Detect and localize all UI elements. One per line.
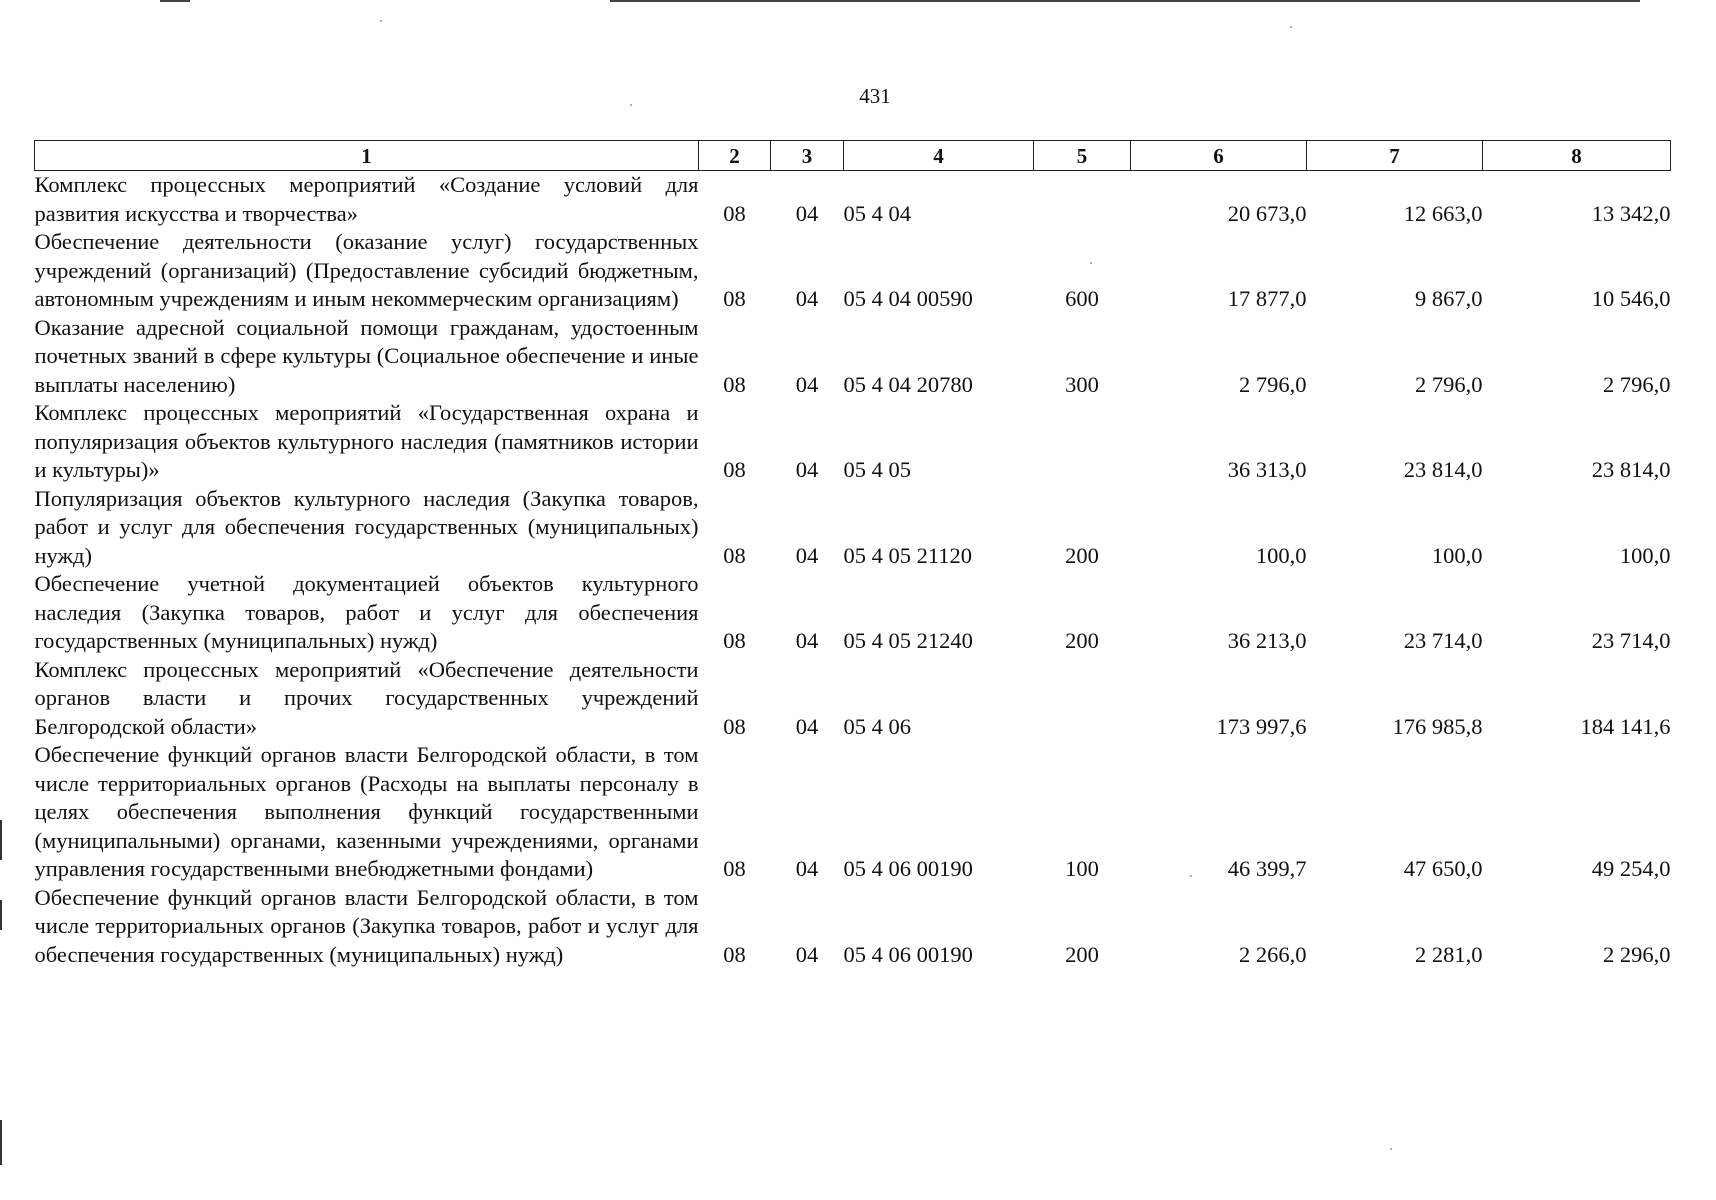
- column-header: 6: [1131, 141, 1307, 171]
- scan-edge-line: [610, 0, 1640, 2]
- table-row: [35, 485, 1671, 571]
- amount-cell-year1: 2 796,0: [1239, 371, 1307, 397]
- amount-cell-year2: 12 663,0: [1403, 200, 1483, 226]
- table-row: [35, 570, 1671, 656]
- subsection-code-cell: 04: [795, 457, 819, 482]
- subsection-code-cell: 04: [795, 542, 819, 568]
- table-header-row: [35, 141, 1671, 171]
- scan-speck: [1390, 1148, 1392, 1150]
- subsection-code-cell: 04: [795, 200, 819, 226]
- column-header: 7: [1307, 141, 1483, 171]
- column-header: 4: [844, 141, 1034, 171]
- table-row: [35, 228, 1671, 314]
- subsection-code-cell: 04: [795, 941, 819, 967]
- amount-cell-year2: 23 714,0: [1403, 628, 1483, 653]
- target-article-cell: 05 4 06 00190: [843, 856, 973, 881]
- amount-cell-year3: 184 141,6: [1580, 713, 1671, 739]
- subsection-code-cell: 04: [795, 286, 819, 311]
- scan-speck: [1290, 26, 1292, 28]
- target-article-cell: 05 4 04 20780: [843, 371, 973, 397]
- amount-cell-year2: 9 867,0: [1415, 286, 1483, 311]
- section-code-cell: 08: [723, 542, 746, 568]
- column-header: 2: [699, 141, 771, 171]
- amount-cell-year1: 2 266,0: [1239, 941, 1307, 967]
- expense-type-cell: 200: [1065, 628, 1099, 653]
- subsection-code-cell: 04: [795, 713, 819, 739]
- expense-name-cell: Комплекс процессных мероприятий «Создание условий для развития искусства и творчества»: [34, 172, 699, 226]
- amount-cell-year2: 47 650,0: [1403, 856, 1483, 881]
- section-code-cell: 08: [723, 200, 746, 226]
- amount-cell-year3: 10 546,0: [1591, 286, 1671, 311]
- table-row: [35, 171, 1671, 229]
- target-article-cell: 05 4 06: [843, 713, 911, 739]
- amount-cell-year3: 23 714,0: [1591, 628, 1671, 653]
- scan-speck: [380, 20, 382, 22]
- subsection-code-cell: 04: [795, 371, 819, 397]
- expense-type-cell: 200: [1065, 941, 1099, 967]
- amount-cell-year2: 23 814,0: [1403, 457, 1483, 482]
- expense-type-cell: [1034, 656, 1131, 742]
- table-body: [35, 171, 1671, 970]
- expense-name-cell: Комплекс процессных мероприятий «Государственная охрана и популяризация объектов культурного наследия (памятников истории и культуры)»: [34, 400, 699, 482]
- amount-cell-year1: 20 673,0: [1227, 200, 1307, 226]
- expense-name-cell: Оказание адресной социальной помощи гражданам, удостоенным почетных званий в сфере культуры (Социальное обеспечение и иные выплаты населению): [34, 314, 699, 397]
- expense-name-cell: Обеспечение функций органов власти Белгородской области, в том числе территориальных органов (Закупка товаров, работ и услуг для обеспечения государственных (муниципальных) нужд): [34, 884, 699, 967]
- expense-name-cell: Обеспечение функций органов власти Белгородской области, в том числе территориальных органов (Расходы на выплаты персоналу в целях обеспечения выполнения функций государственными (муниципальными) органами, казенными учреждениями, органами управления государственными внебюджетными фондами): [34, 742, 699, 881]
- amount-cell-year2: 2 796,0: [1415, 371, 1483, 397]
- page-number: 431: [859, 84, 891, 108]
- section-code-cell: 08: [723, 457, 746, 482]
- amount-cell-year1: 36 313,0: [1227, 457, 1307, 482]
- amount-cell-year1: 17 877,0: [1227, 286, 1307, 311]
- scan-margin-mark: [0, 900, 2, 930]
- subsection-code-cell: 04: [795, 856, 819, 881]
- section-code-cell: 08: [723, 856, 746, 881]
- expense-name-cell: Популяризация объектов культурного наследия (Закупка товаров, работ и услуг для обеспечения государственных (муниципальных) нужд): [34, 485, 699, 568]
- table-row: [35, 884, 1671, 970]
- amount-cell-year1: 173 997,6: [1216, 713, 1307, 739]
- expense-name-cell: Обеспечение учетной документацией объектов культурного наследия (Закупка товаров, работ и услуг для обеспечения государственных (муниципальных) нужд): [34, 571, 699, 653]
- amount-cell-year3: 100,0: [1619, 542, 1671, 568]
- table-row: [35, 399, 1671, 485]
- table-row: [35, 656, 1671, 742]
- table-row: [35, 314, 1671, 400]
- expense-type-cell: [1034, 171, 1131, 229]
- expense-type-cell: 100: [1065, 856, 1099, 881]
- amount-cell-year2: 2 281,0: [1415, 941, 1483, 967]
- section-code-cell: 08: [723, 371, 746, 397]
- column-header: 5: [1034, 141, 1131, 171]
- budget-table: [34, 140, 1671, 969]
- target-article-cell: 05 4 05 21240: [843, 628, 973, 653]
- section-code-cell: 08: [723, 713, 746, 739]
- column-header: 1: [35, 141, 699, 171]
- amount-cell-year2: 176 985,8: [1392, 713, 1483, 739]
- target-article-cell: 05 4 05 21120: [843, 542, 973, 568]
- table-row: [35, 741, 1671, 884]
- amount-cell-year3: 2 796,0: [1603, 371, 1671, 397]
- target-article-cell: 05 4 04 00590: [843, 286, 973, 311]
- section-code-cell: 08: [723, 941, 746, 967]
- subsection-code-cell: 04: [795, 628, 819, 653]
- expense-type-cell: [1034, 399, 1131, 485]
- expense-type-cell: 600: [1065, 286, 1099, 311]
- expense-name-cell: Обеспечение деятельности (оказание услуг) государственных учреждений (организаций) (Предоставление субсидий бюджетным, автономным учреждениям и иным некоммерческим организациям): [34, 229, 699, 311]
- section-code-cell: 08: [723, 628, 746, 653]
- column-header: 3: [771, 141, 844, 171]
- target-article-cell: 05 4 05: [843, 457, 911, 482]
- expense-type-cell: 300: [1065, 371, 1099, 397]
- column-header: 8: [1483, 141, 1671, 171]
- expense-name-cell: Комплекс процессных мероприятий «Обеспечение деятельности органов власти и прочих государственных учреждений Белгородской области»: [34, 656, 699, 739]
- expense-type-cell: 200: [1065, 542, 1099, 568]
- amount-cell-year3: 13 342,0: [1591, 200, 1671, 226]
- amount-cell-year3: 2 296,0: [1603, 941, 1671, 967]
- scan-margin-mark: [0, 1120, 2, 1165]
- amount-cell-year2: 100,0: [1431, 542, 1483, 568]
- amount-cell-year1: 100,0: [1255, 542, 1307, 568]
- section-code-cell: 08: [723, 286, 746, 311]
- amount-cell-year3: 49 254,0: [1591, 856, 1671, 881]
- scan-edge-line: [160, 0, 190, 2]
- target-article-cell: 05 4 06 00190: [843, 941, 973, 967]
- amount-cell-year1: 36 213,0: [1227, 628, 1307, 653]
- amount-cell-year3: 23 814,0: [1591, 457, 1671, 482]
- amount-cell-year1: 46 399,7: [1227, 856, 1307, 881]
- scan-margin-mark: [0, 820, 2, 860]
- target-article-cell: 05 4 04: [843, 200, 911, 226]
